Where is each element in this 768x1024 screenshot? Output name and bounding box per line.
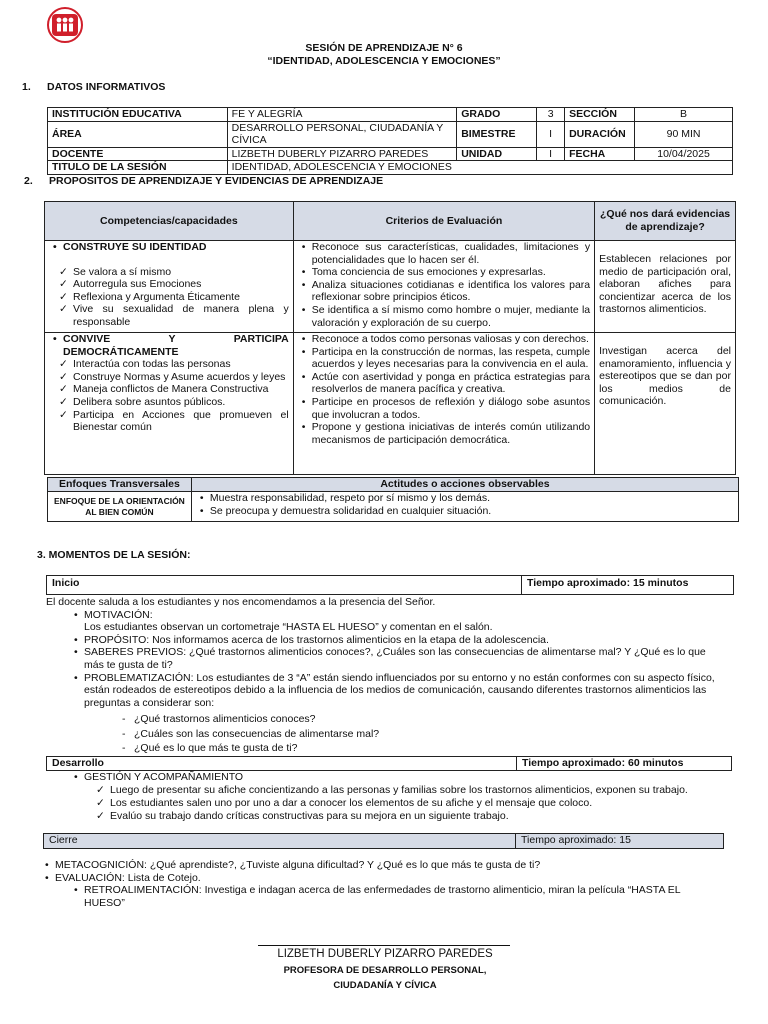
value-duracion: 90 MIN — [635, 121, 733, 147]
value-docente: LIZBETH DUBERLY PIZARRO PAREDES — [227, 147, 457, 161]
criteria-cell-2 — [293, 333, 594, 475]
section2-number: 2. — [24, 175, 33, 187]
value-area: DESARROLLO PERSONAL, CIUDADANÍA Y CÍVICA — [227, 121, 457, 147]
criterion-item: • Actúe con asertividad y ponga en práctica estrategias para resolverlos de manera pacífica y creativa. — [298, 371, 590, 396]
enfoques-table — [47, 477, 739, 522]
motivacion-item — [70, 609, 736, 634]
header-criterios: Criterios de Evaluación — [293, 202, 594, 241]
capacity-item: ✓ Maneja conflictos de Manera Constructiva — [49, 383, 289, 396]
question-item: - ¿Cuáles son las consecuencias de alimentarse mal? — [120, 727, 736, 741]
fe-y-alegria-logo-icon — [47, 7, 83, 43]
evaluacion-item: • EVALUACIÓN: Lista de Cotejo. — [41, 872, 731, 885]
label-seccion: SECCIÓN — [565, 108, 635, 122]
actitud-item: • Se preocupa y demuestra solidaridad en cualquier situación. — [196, 505, 734, 518]
cierre-bar — [43, 833, 724, 849]
signature-name: LIZBETH DUBERLY PIZARRO PAREDES — [277, 948, 493, 960]
label-grado: GRADO — [457, 108, 537, 122]
motivacion-text: Los estudiantes observan un cortometraje “HASTA EL HUESO” y comentan en el salón. — [84, 621, 493, 634]
actitudes-header: Actitudes o acciones observables — [191, 478, 738, 492]
label-bimestre: BIMESTRE — [457, 121, 537, 147]
motivacion-label: • MOTIVACIÓN: — [84, 608, 153, 621]
criterion-item: • Toma conciencia de sus emociones y expresarlas. — [298, 266, 590, 279]
value-grado: 3 — [537, 108, 565, 122]
value-institucion: FE Y ALEGRÍA — [227, 108, 457, 122]
inicio-label: Inicio — [47, 576, 522, 594]
desarrollo-step: ✓ Los estudiantes salen uno por uno a dar a conocer los elementos de su afiche y el mensaje que coloco. — [86, 797, 736, 810]
evidence-cell-2: Investigan acerca del enamoramiento, influencia y estereotipos que se dan por los medios de comunicación. — [595, 333, 736, 475]
propositos-table — [44, 201, 736, 475]
value-unidad: I — [537, 147, 565, 161]
label-institucion: INSTITUCIÓN EDUCATIVA — [48, 108, 228, 122]
capacity-item: ✓ Autorregula sus Emociones — [49, 278, 289, 291]
criterion-item: • Reconoce sus características, cualidades, limitaciones y potencialidades que lo hacen ser él. — [298, 241, 590, 266]
inicio-content — [46, 596, 736, 755]
competence-title: • CONSTRUYE SU IDENTIDAD — [49, 241, 289, 254]
enfoque-name: ENFOQUE DE LA ORIENTACIÓN AL BIEN COMÚN — [48, 492, 192, 522]
value-bimestre: I — [537, 121, 565, 147]
label-fecha: FECHA — [565, 147, 635, 161]
problematizacion-item: • PROBLEMATIZACIÓN: Los estudiantes de 3 “A” están siendo influenciados por su entorno y no están conformes con su aspecto físico, están rodeados de estereotipos debido a la influencia de los medios de comunicación, causando diferentes trastornos alimenticios las preguntas a considerar son: — [70, 672, 724, 710]
question-item: - ¿Qué es lo que más te gusta de ti? — [120, 741, 736, 755]
criterion-item: • Se identifica a sí mismo como hombre o mujer, mediante la valoración y exploración de su cuerpo. — [298, 304, 590, 329]
capacity-item: ✓ Se valora a sí mismo — [49, 266, 289, 279]
evidence-cell-1: Establecen relaciones por medio de participación oral, elaboran afiches para concientizar acerca de los trastornos alimenticios. — [595, 241, 736, 333]
cierre-label: Cierre — [44, 834, 516, 848]
signature-role-1: PROFESORA DE DESARROLLO PERSONAL, — [283, 965, 487, 976]
question-item: - ¿Qué trastornos alimenticios conoces? — [120, 712, 736, 726]
signature-role-2: CIUDADANÍA Y CÍVICA — [333, 980, 437, 991]
competence-cell-2 — [45, 333, 294, 475]
saberes-item: • SABERES PREVIOS: ¿Qué trastornos alimenticios conoces?, ¿Cuáles son las consecuencias de alimentarse mal? Y ¿Qué es lo que más te gusta de ti? — [70, 646, 724, 671]
actitud-item: • Muestra responsabilidad, respeto por sí mismo y los demás. — [196, 492, 734, 505]
label-area: ÁREA — [48, 121, 228, 147]
desarrollo-bar — [46, 756, 732, 771]
proposito-item: • PROPÓSITO: Nos informamos acerca de los trastornos alimenticios en la etapa de la adolescencia. — [70, 634, 736, 647]
criterion-item: • Reconoce a todos como personas valiosas y con derechos. — [298, 333, 590, 346]
cierre-content — [41, 859, 731, 909]
inicio-bar — [46, 575, 734, 595]
enfoques-header: Enfoques Transversales — [48, 478, 192, 492]
label-duracion: DURACIÓN — [565, 121, 635, 147]
section3-title: 3. MOMENTOS DE LA SESIÓN: — [37, 549, 191, 561]
inicio-time: Tiempo aproximado: 15 minutos — [527, 577, 689, 589]
signature-line — [258, 945, 510, 946]
cierre-time: Tiempo aproximado: 15 — [521, 834, 631, 846]
criterion-item: • Analiza situaciones cotidianas e identifica los valores para reflexionar sobre principios éticos. — [298, 279, 590, 304]
value-seccion: B — [635, 108, 733, 122]
capacity-item: ✓ Construye Normas y Asume acuerdos y leyes — [49, 371, 289, 384]
desarrollo-step: ✓ Luego de presentar su afiche concientizando a las personas y familias sobre los trastornos alimenticios, exponen su trabajo. — [86, 784, 736, 797]
desarrollo-content — [46, 771, 736, 824]
actitudes-cell — [191, 492, 738, 522]
capacity-item: ✓ Reflexiona y Argumenta Éticamente — [49, 291, 289, 304]
competence-title: • CONVIVE Y PARTICIPA DEMOCRÁTICAMENTE — [49, 333, 289, 358]
value-titulo-sesion: IDENTIDAD, ADOLESCENCIA Y EMOCIONES — [227, 161, 732, 175]
section1-number: 1. — [22, 81, 31, 93]
desarrollo-step: ✓ Evalúo su trabajo dando críticas constructivas para su mejora en un siguiente trabajo. — [86, 810, 736, 823]
gestion-item: • GESTIÓN Y ACOMPAÑAMIENTO — [70, 771, 736, 784]
datos-table — [47, 107, 733, 175]
criterion-item: • Participa en la construcción de normas, las respeta, cumple acuerdos y leyes necesarias para la convivencia en el aula. — [298, 346, 590, 371]
inicio-intro: El docente saluda a los estudiantes y nos encomendamos a la presencia del Señor. — [46, 596, 436, 608]
capacity-item: ✓ Participa en Acciones que promueven el Bienestar común — [49, 409, 289, 434]
session-subtitle: “IDENTIDAD, ADOLESCENCIA Y EMOCIONES” — [267, 55, 501, 67]
value-fecha: 10/04/2025 — [635, 147, 733, 161]
label-docente: DOCENTE — [48, 147, 228, 161]
retroalimentacion-item: • RETROALIMENTACIÓN: Investiga e indagan acerca de las enfermedades de trastorno alimenticio, miran la película “HASTA EL HUESO” — [70, 884, 710, 909]
section2-title: PROPOSITOS DE APRENDIZAJE Y EVIDENCIAS DE APRENDIZAJE — [49, 175, 384, 187]
desarrollo-label: Desarrollo — [47, 757, 517, 770]
criterion-item: • Propone y gestiona iniciativas de interés común utilizando mecanismos de participación democrática. — [298, 421, 590, 446]
session-title: SESIÓN DE APRENDIZAJE N° 6 — [305, 42, 463, 54]
capacity-item: ✓ Delibera sobre asuntos públicos. — [49, 396, 289, 409]
section1-title: DATOS INFORMATIVOS — [47, 81, 166, 93]
capacity-item: ✓ Vive su sexualidad de manera plena y responsable — [49, 303, 289, 328]
competence-cell-1 — [45, 241, 294, 333]
metacognicion-item: • METACOGNICIÓN: ¿Qué aprendiste?, ¿Tuviste alguna dificultad? Y ¿Qué es lo que más te gusta de ti? — [41, 859, 731, 872]
label-titulo-sesion: TITULO DE LA SESIÓN — [48, 161, 228, 175]
header-competencias: Competencias/capacidades — [45, 202, 294, 241]
label-unidad: UNIDAD — [457, 147, 537, 161]
capacity-item: ✓ Interactúa con todas las personas — [49, 358, 289, 371]
desarrollo-time: Tiempo aproximado: 60 minutos — [522, 757, 684, 769]
header-evidencias: ¿Qué nos dará evidencias de aprendizaje? — [595, 202, 736, 241]
criterion-item: • Participe en procesos de reflexión y diálogo sobe asuntos que involucran a todos. — [298, 396, 590, 421]
criteria-cell-1 — [293, 241, 594, 333]
